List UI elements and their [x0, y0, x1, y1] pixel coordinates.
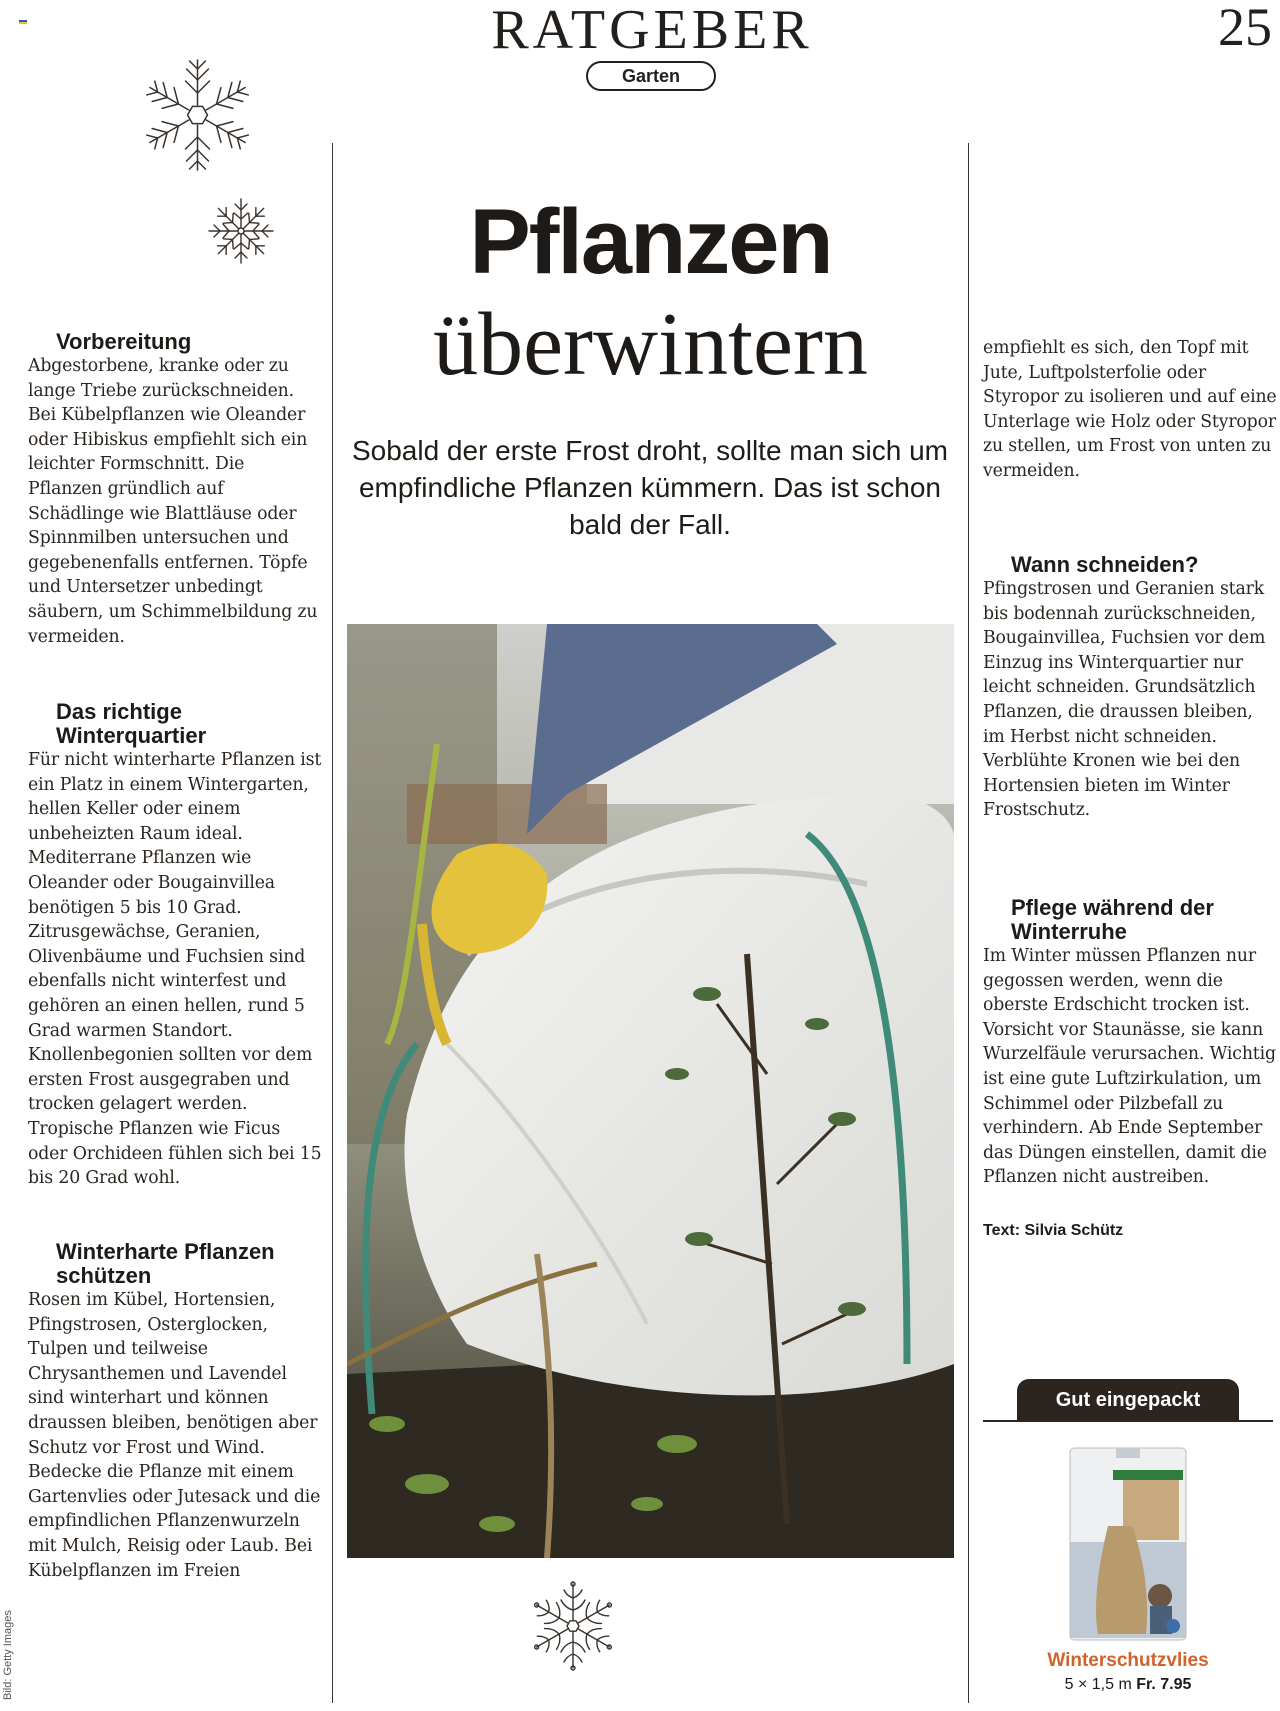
article-lead: Sobald der erste Frost droht, sollte man sich um empfindliche Pflanzen kümmern. Das ist schon bald der Fall. — [351, 435, 949, 540]
section-body: Abgestorbene, kranke oder zu lange Triebe zurückschneiden. Bei Kübelpflanzen wie Oleander oder Hibiskus empfiehlt sich ein leichter Formschnitt. Die Pflanzen gründlich auf Schädlinge wie Blattläuse oder Spinnmilben untersuchen und gegebenenfalls entfernen. Töpfe und Untersetzer unbedingt säubern, um Schimmelbildung zu vermeiden. — [28, 356, 318, 647]
section-wann-schneiden — [983, 553, 1279, 823]
section-heading: Vorbereitung — [56, 329, 192, 354]
product-size: 5 × 1,5 m — [1064, 1676, 1137, 1693]
section-heading: Wann schneiden? — [1011, 552, 1199, 577]
author-credit: Text: Silvia Schütz — [983, 1222, 1124, 1239]
section-body: Im Winter müssen Pflanzen nur gegossen werden, wenn die oberste Erdschicht trocken ist. Vorsicht vor Staunässe, sie kann Wurzelfäule verursachen. Wichtig ist eine gute Luftzirkulation, um Schimmel oder Pilzbefall zu verhindern. Ab Ende September das Düngen einstellen, damit die Pflanzen nicht austreiben. — [983, 946, 1276, 1188]
article-title: Pflanzen — [469, 191, 832, 293]
photo-credit: Bild: Getty Images — [2, 1610, 14, 1700]
product-box-tab: Gut eingepackt — [1017, 1379, 1239, 1421]
garden-photo — [347, 624, 954, 1558]
snowflake-large-icon — [130, 55, 265, 175]
snowflake-bottom-icon — [528, 1581, 618, 1671]
section-body: Für nicht winterharte Pflanzen ist ein Platz in einem Wintergarten, hellen Keller oder einem unbeheizten Raum ideal. Mediterrane Pflanzen wie Oleander oder Bougainvillea benötigen 5 bis 10 Grad. Zitrusgewächse, Geranien, Olivenbäume und Fuchsien sind ebenfalls nicht winterfest und gehören an einen hellen, rund 5 Grad warmen Standort. Knollenbegonien sollten vor dem ersten Frost ausgegraben und trocken gelagert werden. Tropische Pflanzen wie Ficus oder Orchideen fühlen sich bei 15 bis 20 Grad wohl. — [28, 750, 322, 1189]
section-heading: Das richtige Winterquartier — [56, 699, 207, 748]
section-heading: Pflege während der Winterruhe — [1011, 895, 1214, 944]
product-image — [1068, 1446, 1188, 1642]
product-price-line — [983, 1676, 1273, 1694]
section-winterharte — [28, 1240, 322, 1583]
section-body: Pfingstrosen und Geranien stark bis bodennah zurückschneiden, Bougainvillea, Fuchsien vor dem Einzug ins Winterquartier nur leicht schneiden. Grundsätzlich Pflanzen, die draussen bleiben, im Herbst nicht schneiden. Verblühte Kronen wie bei den Hortensien bieten im Winter Frostschutz. — [983, 579, 1266, 821]
section-body: Rosen im Kübel, Hortensien, Pfingstrosen, Osterglocken, Tulpen und teilweise Chrysanthemen und Lavendel sind winterhart und können draussen bleiben, benötigen aber Schutz vor Frost und Wind. Bedecke die Pflanze mit einem Gartenvlies oder Jutesack und die empfindlichen Pflanzenwurzeln mit Mulch, Reisig oder Laub. Bei Kübelpflanzen im Freien — [28, 1290, 321, 1581]
section-title: RATGEBER — [491, 0, 813, 61]
article-subtitle: überwintern — [433, 295, 868, 394]
category-pill: Garten — [586, 61, 716, 91]
section-vorbereitung — [28, 330, 322, 649]
product-box-rule — [983, 1420, 1273, 1422]
snowflake-small-icon — [206, 196, 276, 266]
page-number: 25 — [1218, 0, 1272, 57]
section-winterquartier — [28, 700, 322, 1191]
product-price: Fr. 7.95 — [1136, 1676, 1192, 1693]
continued-text: empfiehlt es sich, den Topf mit Jute, Luftpolsterfolie oder Styropor zu isolieren und auf eine Unterlage wie Holz oder Styropor zu stellen, um Frost von unten zu vermeiden. — [983, 338, 1277, 481]
section-heading: Winterharte Pflanzen schützen — [56, 1239, 275, 1288]
column-divider — [968, 143, 969, 1703]
section-pflege — [983, 896, 1279, 1190]
product-name: Winterschutzvlies — [1047, 1650, 1209, 1671]
